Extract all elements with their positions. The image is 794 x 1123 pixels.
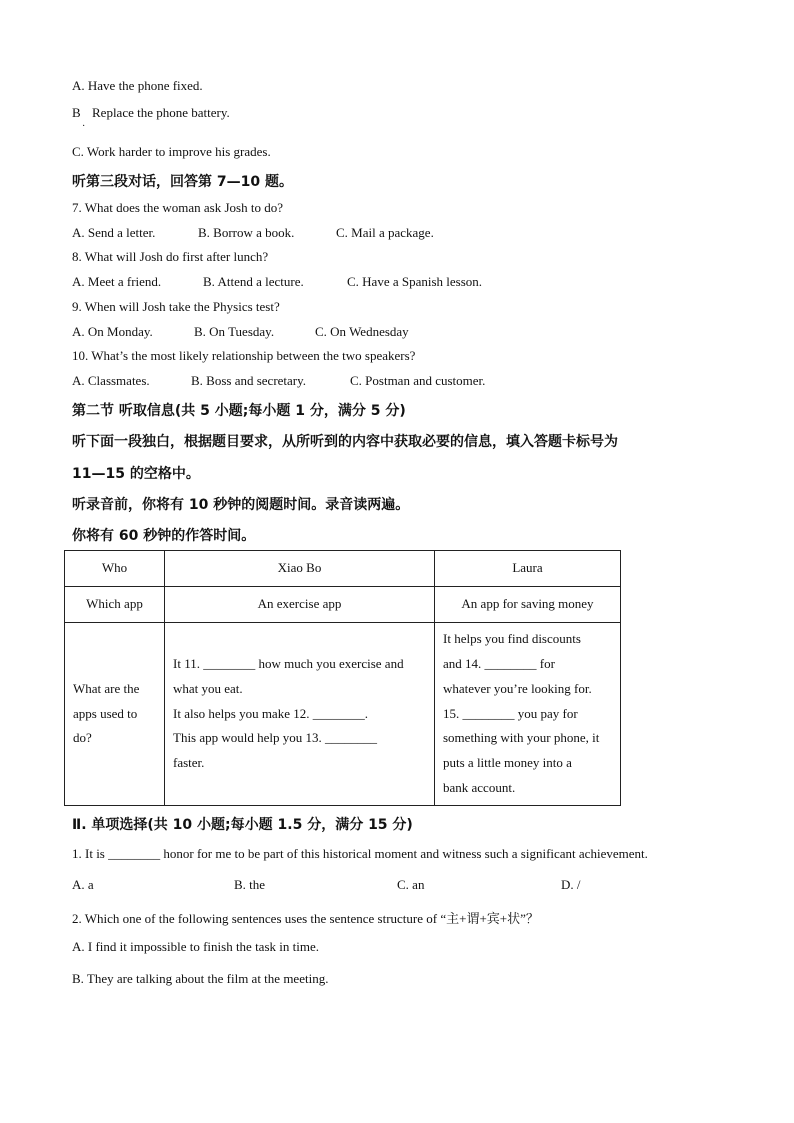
q8-option-c: C. Have a Spanish lesson. <box>347 274 483 289</box>
mc-question-1: 1. It is ________ honor for me to be part of this historical moment and witness such a significant achievement. <box>72 846 648 861</box>
q7-option-b: B. Borrow a book. <box>198 225 295 240</box>
xiao-bo-line: This app would help you 13. ________ <box>173 730 378 746</box>
q8-option-a: A. Meet a friend. <box>72 274 162 289</box>
mc-q2-option-a: A. I find it impossible to finish the task in time. <box>72 939 319 954</box>
mc-q1-option-b: B. the <box>234 877 266 892</box>
mc-q1-option-c: C. an <box>397 877 425 892</box>
q8-option-b: B. Attend a lecture. <box>203 274 304 289</box>
q7-option-c: C. Mail a package. <box>336 225 434 240</box>
mc-question-2: 2. Which one of the following sentences uses the sentence structure of “主+谓+宾+状”？ <box>72 911 539 926</box>
mc-q2-option-b: B. They are talking about the film at the meeting. <box>72 971 329 986</box>
q6-option-b-letter: B <box>72 105 81 120</box>
xiao-bo-line: faster. <box>173 755 205 771</box>
q9-option-c: C. On Wednesday <box>315 324 409 339</box>
part2-instruction-2: 11—15 的空格中。 <box>72 466 200 482</box>
part2-heading: 第二节 听取信息(共 5 小题;每小题 1 分，满分 5 分) <box>72 403 406 419</box>
table-cell-xiao-bo-app: An exercise app <box>165 587 435 623</box>
laura-line: 15. ________ you pay for <box>443 705 578 721</box>
q6-option-a: A. Have the phone fixed. <box>72 78 203 93</box>
part2-instruction-1: 听下面一段独白，根据题目要求，从所听到的内容中获取必要的信息，填入答题卡标号为 <box>72 434 618 450</box>
table-cell-usage-label <box>65 623 165 806</box>
q9-option-a: A. On Monday. <box>72 324 153 339</box>
mc-q1-option-d: D. / <box>561 877 581 892</box>
xiao-bo-line: what you eat. <box>173 680 243 696</box>
part2-instruction-4: 你将有 60 秒钟的作答时间。 <box>72 528 256 544</box>
laura-line: It helps you find discounts <box>443 631 581 647</box>
laura-line: whatever you’re looking for. <box>443 680 592 696</box>
info-table <box>64 550 621 806</box>
q10-option-a: A. Classmates. <box>72 373 150 388</box>
mc-q1-option-a: A. a <box>72 877 94 892</box>
question-8: 8. What will Josh do first after lunch? <box>72 249 269 264</box>
question-7: 7. What does the woman ask Josh to do? <box>72 200 283 215</box>
part2-instruction-3: 听录音前，你将有 10 秒钟的阅题时间。录音读两遍。 <box>72 497 410 513</box>
table-row <box>65 551 621 587</box>
laura-line: and 14. ________ for <box>443 656 555 671</box>
usage-label-line: What are the <box>73 680 140 696</box>
table-row <box>65 623 621 806</box>
xiao-bo-line: It 11. ________ how much you exercise and <box>173 656 404 671</box>
table-header-who: Who <box>65 551 165 587</box>
table-header-laura: Laura <box>435 551 621 587</box>
table-row <box>65 587 621 623</box>
usage-label-line: do? <box>73 730 92 746</box>
table-cell-laura-usage <box>435 623 621 806</box>
usage-label-line: apps used to <box>73 705 138 721</box>
table-header-xiao-bo: Xiao Bo <box>165 551 435 587</box>
laura-line: something with your phone, it <box>443 730 600 746</box>
q10-option-c: C. Postman and customer. <box>350 373 486 388</box>
table-cell-which-app: Which app <box>65 587 165 623</box>
question-9: 9. When will Josh take the Physics test? <box>72 299 280 314</box>
section2-heading: Ⅱ. 单项选择(共 10 小题;每小题 1.5 分，满分 15 分) <box>72 817 413 833</box>
laura-line: bank account. <box>443 779 516 795</box>
table-cell-xiao-bo-usage <box>165 623 435 806</box>
q10-option-b: B. Boss and secretary. <box>191 373 307 388</box>
question-10: 10. What’s the most likely relationship between the two speakers? <box>72 348 416 363</box>
q9-option-b: B. On Tuesday. <box>194 324 275 339</box>
section3-heading: 听第三段对话，回答第 7—10 题。 <box>72 174 293 190</box>
xiao-bo-line: It also helps you make 12. ________. <box>173 705 368 721</box>
q6-option-b-text: Replace the phone battery. <box>92 105 230 120</box>
laura-line: puts a little money into a <box>443 755 572 771</box>
q6-option-c: C. Work harder to improve his grades. <box>72 144 271 159</box>
table-cell-laura-app: An app for saving money <box>435 587 621 623</box>
stray-dot: · <box>82 121 86 132</box>
q7-option-a: A. Send a letter. <box>72 225 156 240</box>
